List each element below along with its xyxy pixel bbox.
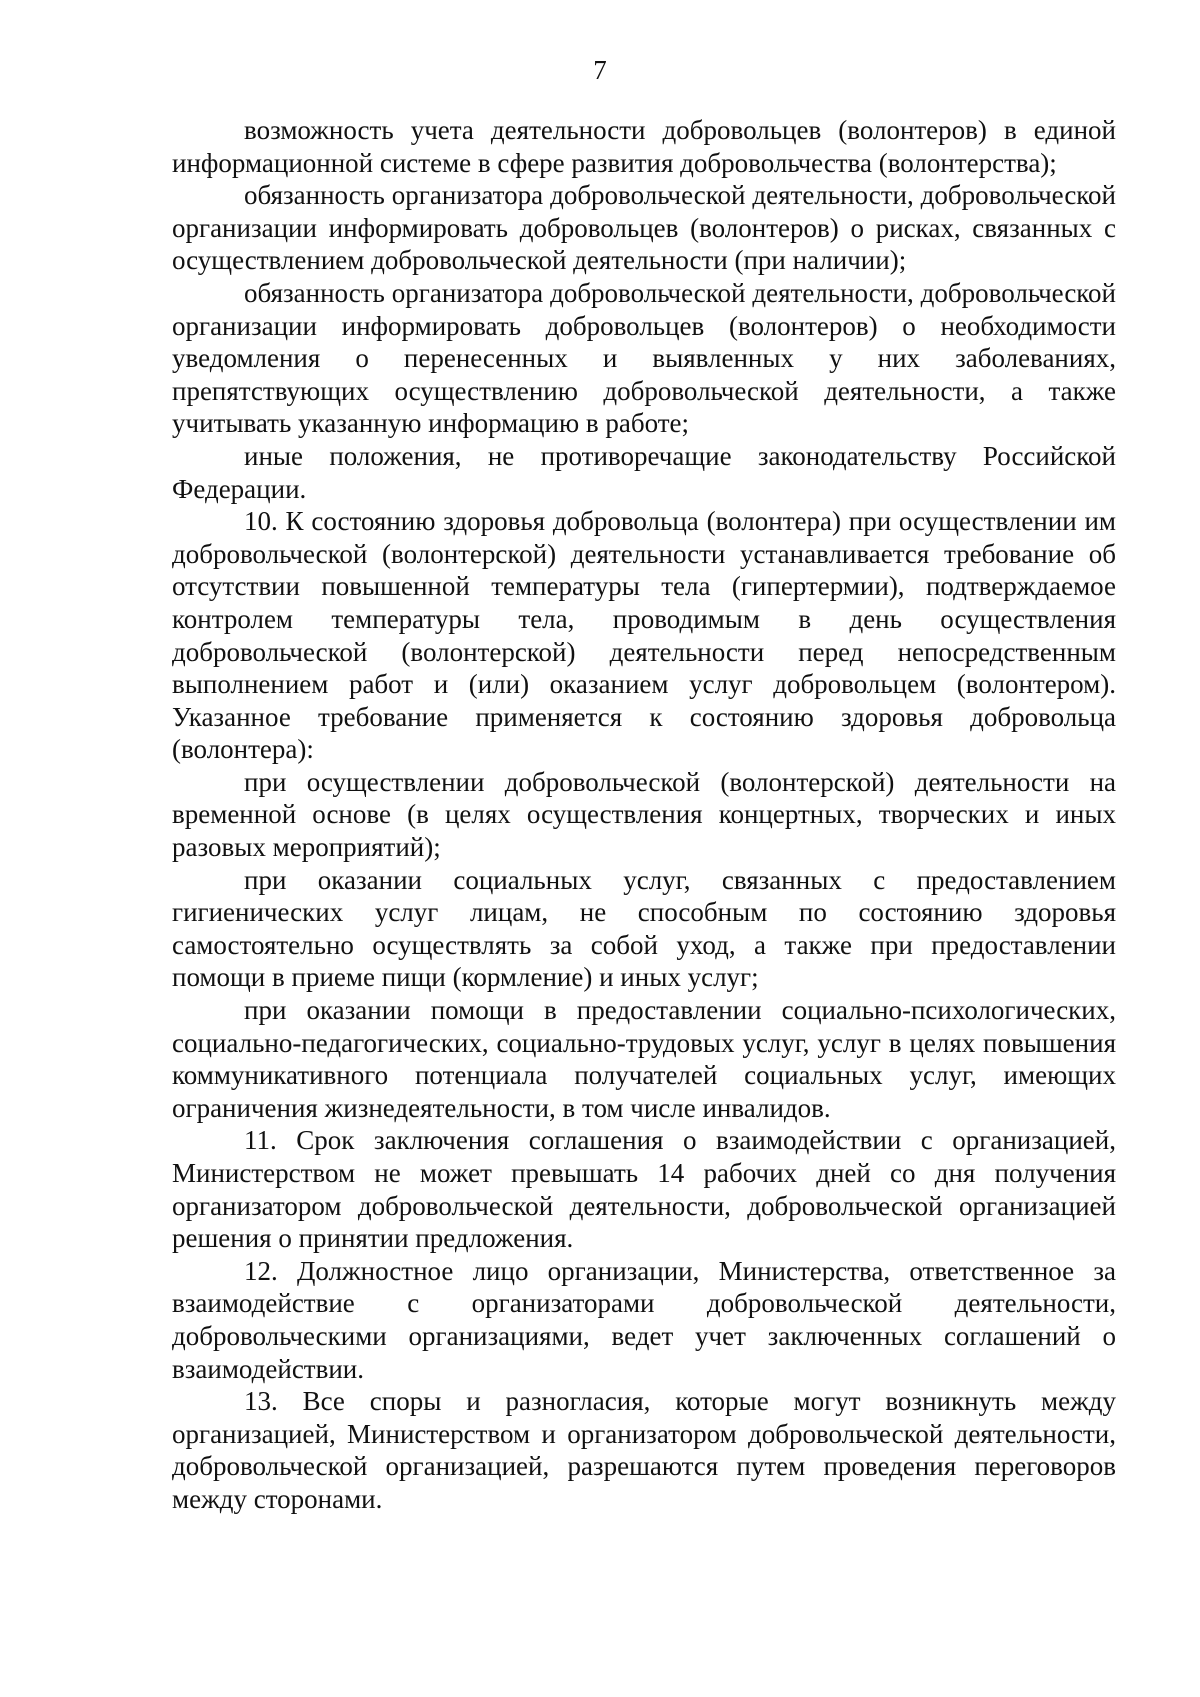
document-body [172,114,1116,1516]
paragraph-volunteer-accounting: возможность учета деятельности добровольцев (волонтеров) в единой информационной системе в сфере развития добровольчества (волонтерства); [172,115,1116,178]
paragraph-psychological-assistance: при оказании помощи в предоставлении социально-психологических, социально-педагогических, социально-трудовых услуг, услуг в целях повышения коммуникативного потенциала получателей социальных услуг, имеющих ограничения жизнедеятельности, в том числе инвалидов. [172,995,1116,1123]
paragraph-social-services: при оказании социальных услуг, связанных с предоставлением гигиенических услуг лицам, не способным по состоянию здоровья самостоятельно осуществлять за собой уход, а также при предоставлении помощи в приеме пищи (кормление) и иных услуг; [172,864,1116,993]
page-number: 7 [593,55,607,85]
paragraph-temporary-activity: при осуществлении добровольческой (волонтерской) деятельности на временной основе (в целях осуществления концертных, творческих и иных разовых мероприятий); [172,766,1116,863]
paragraph-other-provisions: иные положения, не противоречащие законодательству Российской Федерации. [172,440,1116,504]
paragraph-disease-notification: обязанность организатора добровольческой деятельности, добровольческой организации информировать добровольцев (волонтеров) о необходимости уведомления о перенесенных и выявленных у них заболеваниях, препятствующих осуществлению добровольческой деятельности, а также учитывать указанную информацию в работе; [172,277,1116,439]
paragraph-10-health-requirements: 10. К состоянию здоровья добровольца (волонтера) при осуществлении им добровольческой (волонтерской) деятельности устанавливается требование об отсутствии повышенной температуры тела (гипертермии), подтверждаемое контролем температуры тела, проводимым в день осуществления добровольческой (волонтерской) деятельности перед непосредственным выполнением работ и (или) оказанием услуг добровольцем (волонтером). Указанное требование применяется к состоянию здоровья добровольца (волонтера): [172,506,1116,765]
paragraph-risk-informing: обязанность организатора добровольческой деятельности, добровольческой организации информировать добровольцев (волонтеров) о рисках, связанных с осуществлением добровольческой деятельности (при наличии); [172,180,1116,276]
paragraph-13-disputes: 13. Все споры и разногласия, которые могут возникнуть между организацией, Министерством и организатором добровольческой деятельности, добровольческой организацией, разрешаются путем проведения переговоров между сторонами. [172,1386,1116,1514]
paragraph-11-agreement-term: 11. Срок заключения соглашения о взаимодействии с организацией, Министерством не может превышать 14 рабочих дней со дня получения организатором добровольческой деятельности, добровольческой организацией решения о принятии предложения. [172,1125,1116,1254]
paragraph-12-responsible-official: 12. Должностное лицо организации, Министерства, ответственное за взаимодействие с организаторами добровольческой деятельности, добровольческими организациями, ведет учет заключенных соглашений о взаимодействии. [172,1255,1116,1384]
